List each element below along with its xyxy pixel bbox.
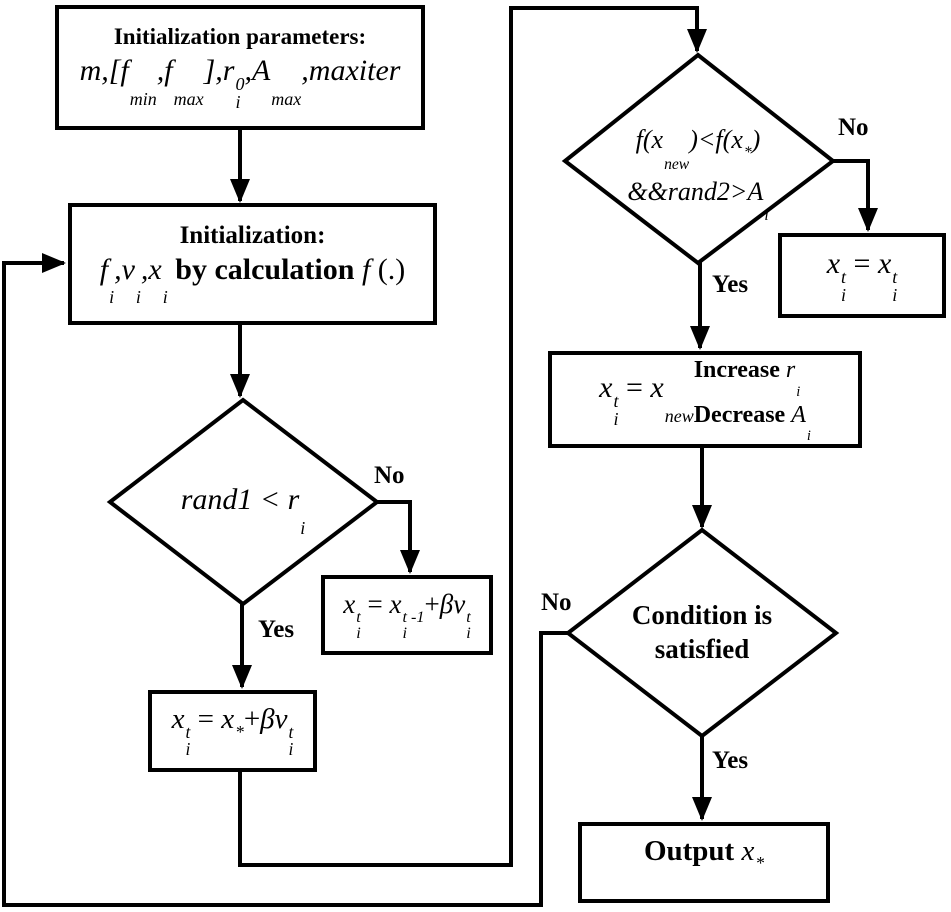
inertia-update-box: [321, 575, 493, 655]
keep-solution-box: [778, 233, 946, 318]
edge-rand-no: [376, 502, 410, 572]
initialization-box: [68, 203, 437, 325]
accept-no-label: No: [838, 114, 869, 141]
stop-no-label: No: [541, 589, 572, 616]
accept-decision-line2: &&rand2>A i: [627, 176, 769, 225]
initialization-title: Initialization:: [179, 221, 326, 249]
best-update-formula: x t i = x * +βv t i: [171, 703, 294, 760]
accept-solution-formula: x t i = x new: [599, 371, 694, 429]
init-params-title: Initialization parameters:: [113, 24, 367, 50]
rand-yes-label: Yes: [258, 616, 295, 643]
stop-decision-line2: satisfied: [654, 633, 750, 664]
accept-solution-box: [548, 351, 862, 448]
rand-no-label: No: [374, 462, 405, 489]
initialization-formula: f i ,v i ,x i by calculation f (.): [99, 252, 406, 308]
output-box: [578, 822, 830, 903]
increase-r-label: Increase r i: [693, 357, 801, 401]
best-update-box: [148, 690, 317, 772]
rand-decision-text: rand1 < r i: [180, 483, 306, 538]
keep-solution-formula: x t i = x t i: [826, 247, 898, 305]
edge-accept-no: [831, 161, 868, 230]
accept-yes-label: Yes: [712, 271, 749, 298]
inertia-update-formula: x t i = x t -1 i +βv t i: [343, 588, 471, 642]
init-params-formula: m,[f min ,f max ],r 0 i ,A max ,maxiter: [79, 54, 401, 112]
stop-decision-line1: Condition is: [631, 600, 773, 630]
accept-decision-line1: f(x new )<f(x * ): [635, 125, 761, 173]
init-params-box: [55, 5, 425, 130]
output-formula: Output x *: [643, 834, 765, 874]
stop-yes-label: Yes: [712, 747, 749, 774]
decrease-a-label: Decrease A i: [693, 401, 811, 445]
